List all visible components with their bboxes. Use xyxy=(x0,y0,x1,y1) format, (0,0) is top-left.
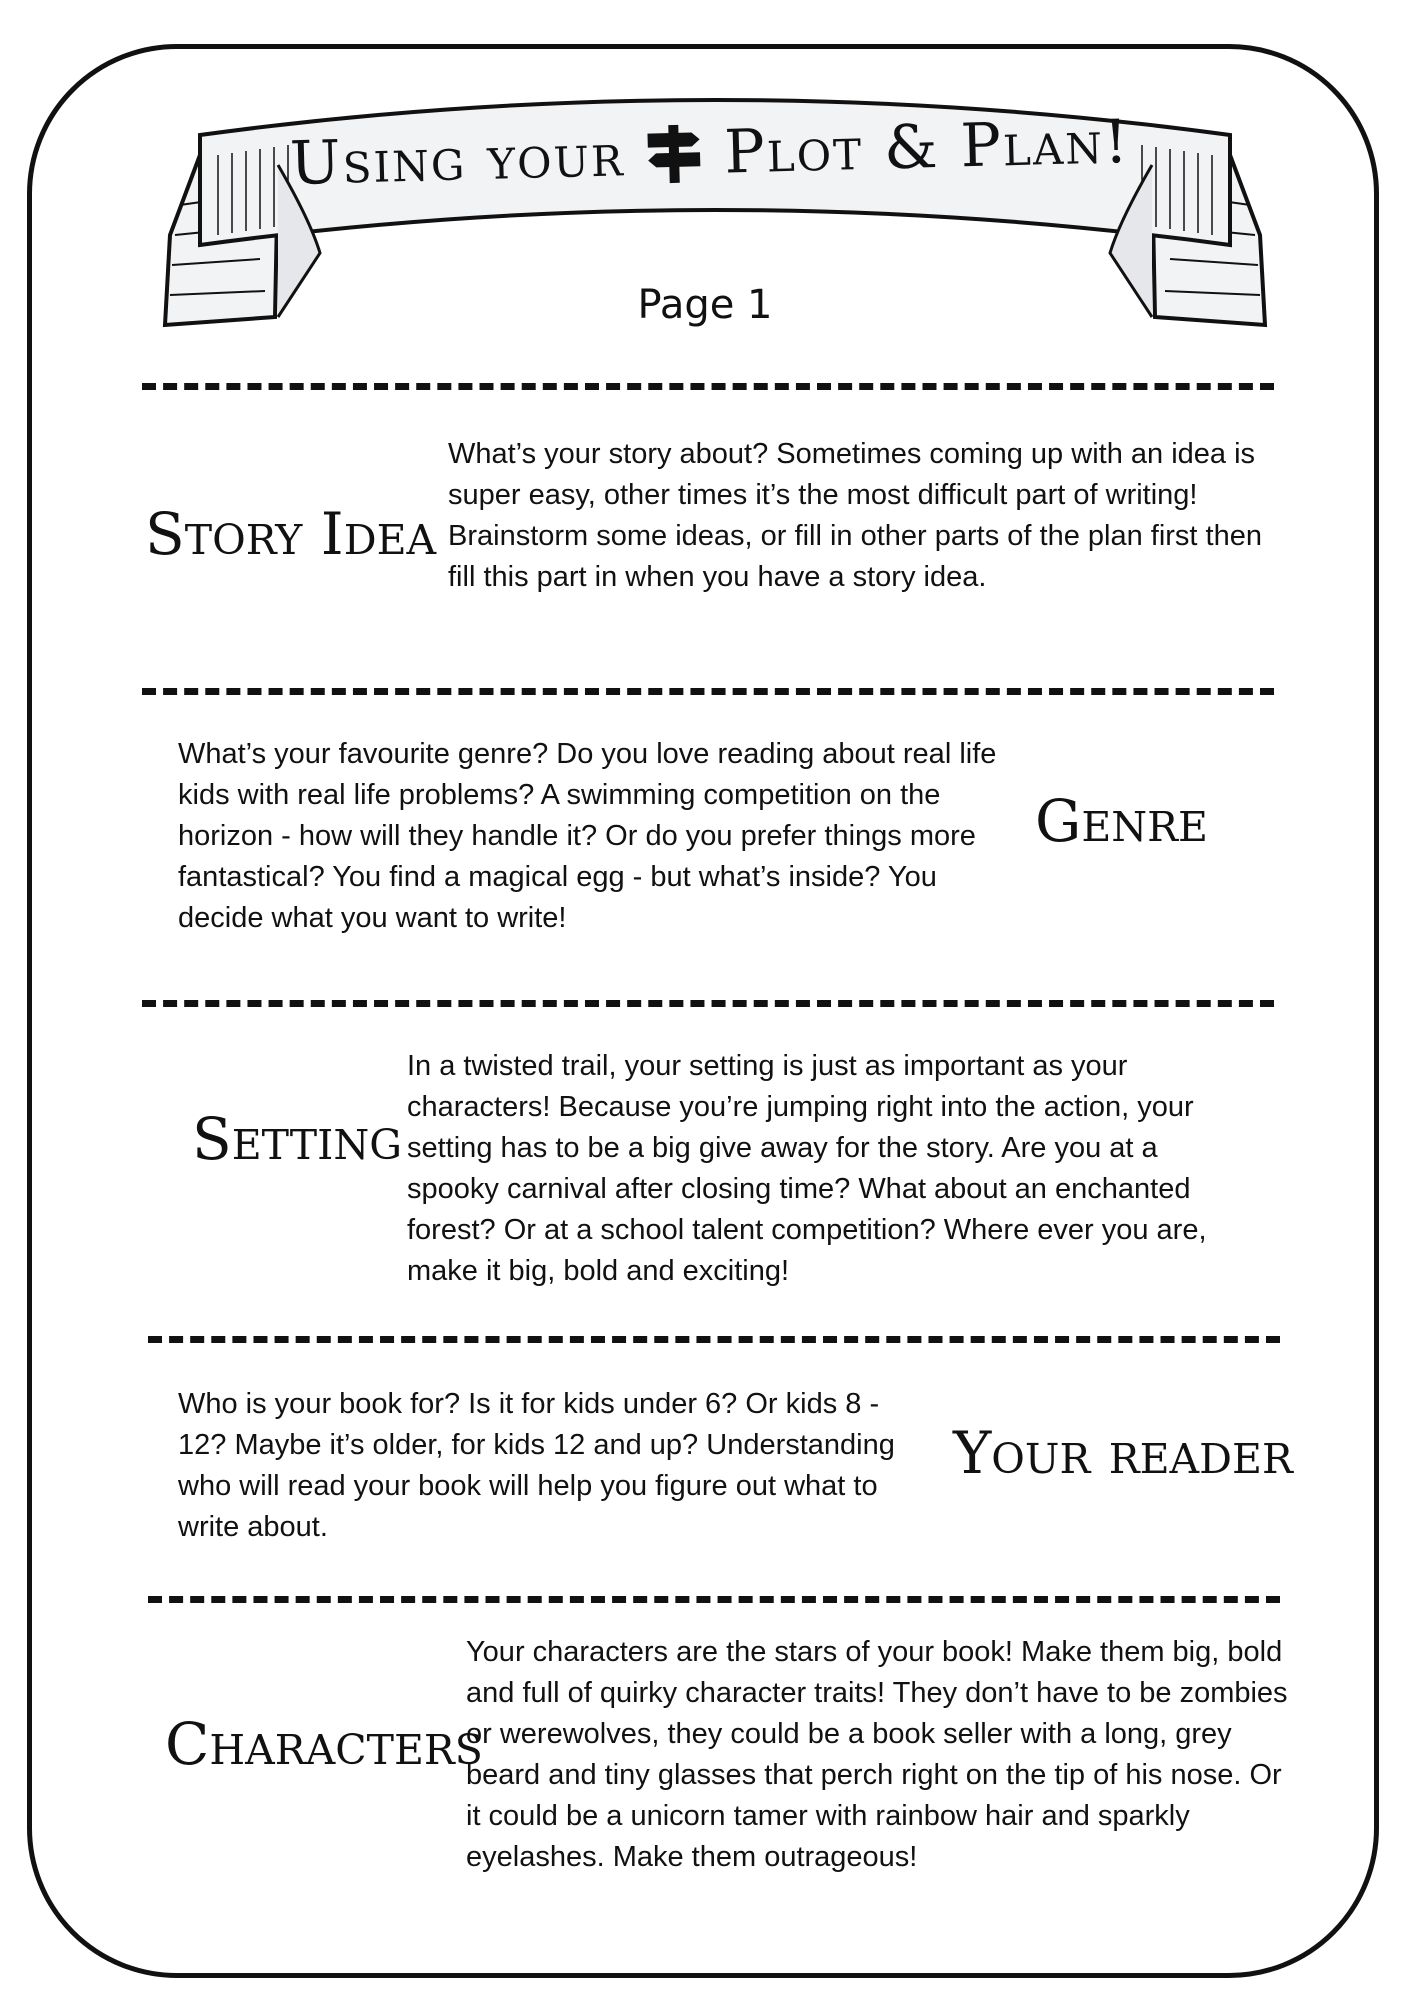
story-idea-heading: Story Idea xyxy=(145,500,437,568)
your-reader-text: Who is your book for? Is it for kids under 6? Or kids 8 - 12? Maybe it’s older, for kids 12 and up? Understanding who will read your book will help you figure out what to write about. xyxy=(178,1388,895,1543)
setting-heading: Setting xyxy=(192,1105,402,1173)
divider xyxy=(142,383,1274,390)
divider xyxy=(148,1596,1280,1603)
title-part1: Using your xyxy=(289,120,626,199)
divider xyxy=(142,688,1274,695)
setting-text: In a twisted trail, your setting is just as important as your characters! Because you’re jumping right into the action, your setting has to be a big give away for the story. Are you at a spooky carnival after closing time? What about an enchanted forest? Or at a school talent competition? Where ever you are, make it big, bold and exciting! xyxy=(407,1050,1207,1287)
divider xyxy=(142,1000,1274,1007)
characters-text: Your characters are the stars of your book! Make them big, bold and full of quirky character traits! They don’t have to be zombies or werewolves, they could be a book seller with a long, grey beard and tiny glasses that perch right on the tip of his nose. Or it could be a unicorn tamer with rainbow hair and sparkly eyelashes. Make them outrageous! xyxy=(466,1636,1288,1873)
story-idea-text: What’s your story about? Sometimes coming up with an idea is super easy, other times it’s the most difficult part of writing! Brainstorm some ideas, or fill in other parts of the plan first then fill this part in when you have a story idea. xyxy=(448,438,1262,593)
divider xyxy=(148,1336,1280,1343)
your-reader-heading: Your reader xyxy=(953,1419,1293,1487)
genre-heading: Genre xyxy=(1035,787,1208,855)
signpost-icon xyxy=(642,122,708,186)
genre-text: What’s your favourite genre? Do you love reading about real life kids with real life problems? A swimming competition on the horizon - how will they handle it? Or do you prefer things more fantastical? You find a magical egg - but what’s inside? You decide what you want to write! xyxy=(178,738,997,934)
characters-heading: Characters xyxy=(165,1710,483,1778)
page-label: Page 1 xyxy=(637,282,773,328)
title-part2: Plot & Plan! xyxy=(723,107,1131,188)
